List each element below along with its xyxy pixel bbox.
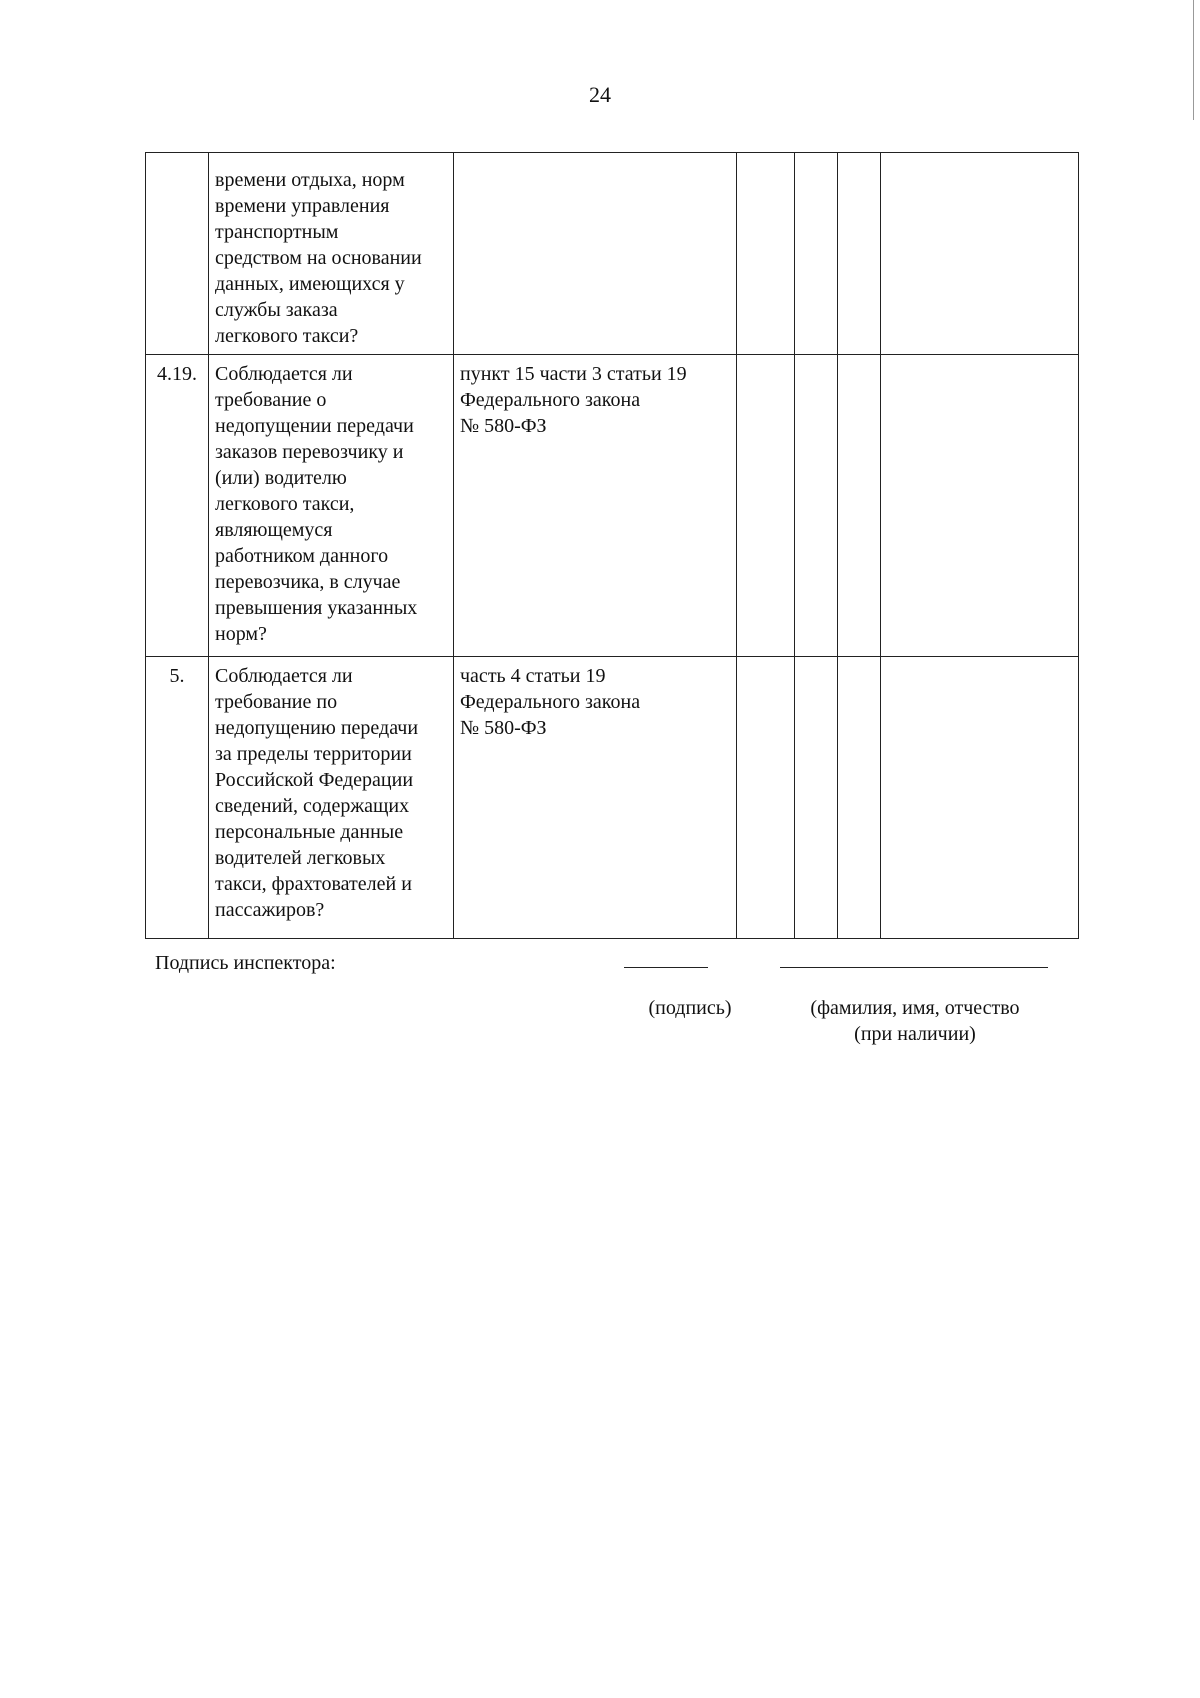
legal-basis-line: Федерального закона bbox=[460, 691, 641, 713]
full-name-caption-line: (фамилия, имя, отчество bbox=[810, 997, 1020, 1019]
answer-yes-cell bbox=[737, 657, 795, 939]
question-line: норм? bbox=[215, 623, 267, 645]
question-line: превышения указанных bbox=[215, 597, 418, 619]
question-line: водителей легковых bbox=[215, 847, 386, 869]
question-line: службы заказа bbox=[215, 299, 338, 321]
question-line: пассажиров? bbox=[215, 899, 325, 921]
page-number: 24 bbox=[589, 82, 611, 107]
answer-no-cell bbox=[795, 657, 838, 939]
legal-basis-line: пункт 15 части 3 статьи 19 bbox=[460, 363, 687, 385]
question-line: заказов перевозчику и bbox=[215, 441, 404, 463]
row-number bbox=[146, 153, 209, 355]
question-line: легкового такси, bbox=[215, 493, 355, 515]
full-name-caption-line: (при наличии) bbox=[854, 1023, 976, 1045]
question-line: средством на основании bbox=[215, 247, 422, 269]
question-line: являющемуся bbox=[215, 519, 333, 541]
question-line: легкового такси? bbox=[215, 325, 359, 347]
table-row bbox=[146, 355, 1079, 657]
note-cell bbox=[881, 657, 1079, 939]
question-line: времени отдыха, норм bbox=[215, 169, 405, 191]
legal-basis-line: № 580-ФЗ bbox=[460, 717, 547, 739]
legal-basis-cell bbox=[454, 355, 737, 657]
question-line: работником данного bbox=[215, 545, 389, 567]
row-number: 4.19. bbox=[146, 355, 209, 657]
question-line: требование о bbox=[215, 389, 327, 411]
question-line: перевозчика, в случае bbox=[215, 571, 401, 593]
question-cell bbox=[209, 153, 454, 355]
question-line: недопущении передачи bbox=[215, 415, 414, 437]
signature-label: Подпись инспектора: bbox=[155, 952, 336, 974]
legal-basis-cell bbox=[454, 657, 737, 939]
legal-basis-line: часть 4 статьи 19 bbox=[460, 665, 606, 687]
answer-na-cell bbox=[838, 657, 881, 939]
answer-yes-cell bbox=[737, 153, 795, 355]
question-line: Российской Федерации bbox=[215, 769, 414, 791]
table-row bbox=[146, 657, 1079, 939]
answer-no-cell bbox=[795, 355, 838, 657]
question-line: требование по bbox=[215, 691, 338, 713]
signature-line bbox=[624, 967, 708, 968]
question-line: сведений, содержащих bbox=[215, 795, 410, 817]
table-row bbox=[146, 153, 1079, 355]
question-line: за пределы территории bbox=[215, 743, 412, 765]
question-line: (или) водителю bbox=[215, 467, 347, 489]
legal-basis-cell bbox=[454, 153, 737, 355]
answer-na-cell bbox=[838, 153, 881, 355]
question-line: недопущению передачи bbox=[215, 717, 419, 739]
question-cell bbox=[209, 657, 454, 939]
signature-caption: (подпись) bbox=[648, 997, 732, 1019]
question-line: такси, фрахтователей и bbox=[215, 873, 412, 895]
checklist-table bbox=[145, 152, 1079, 939]
answer-yes-cell bbox=[737, 355, 795, 657]
legal-basis-line: № 580-ФЗ bbox=[460, 415, 547, 437]
answer-na-cell bbox=[838, 355, 881, 657]
question-line: Соблюдается ли bbox=[215, 665, 353, 687]
full-name-line bbox=[780, 967, 1048, 968]
question-line: времени управления bbox=[215, 195, 390, 217]
note-cell bbox=[881, 355, 1079, 657]
question-line: персональные данные bbox=[215, 821, 404, 843]
question-line: транспортным bbox=[215, 221, 339, 243]
legal-basis-line: Федерального закона bbox=[460, 389, 641, 411]
answer-no-cell bbox=[795, 153, 838, 355]
row-number: 5. bbox=[146, 657, 209, 939]
note-cell bbox=[881, 153, 1079, 355]
full-name-caption bbox=[780, 995, 1050, 1047]
question-cell bbox=[209, 355, 454, 657]
question-line: Соблюдается ли bbox=[215, 363, 353, 385]
question-line: данных, имеющихся у bbox=[215, 273, 405, 295]
